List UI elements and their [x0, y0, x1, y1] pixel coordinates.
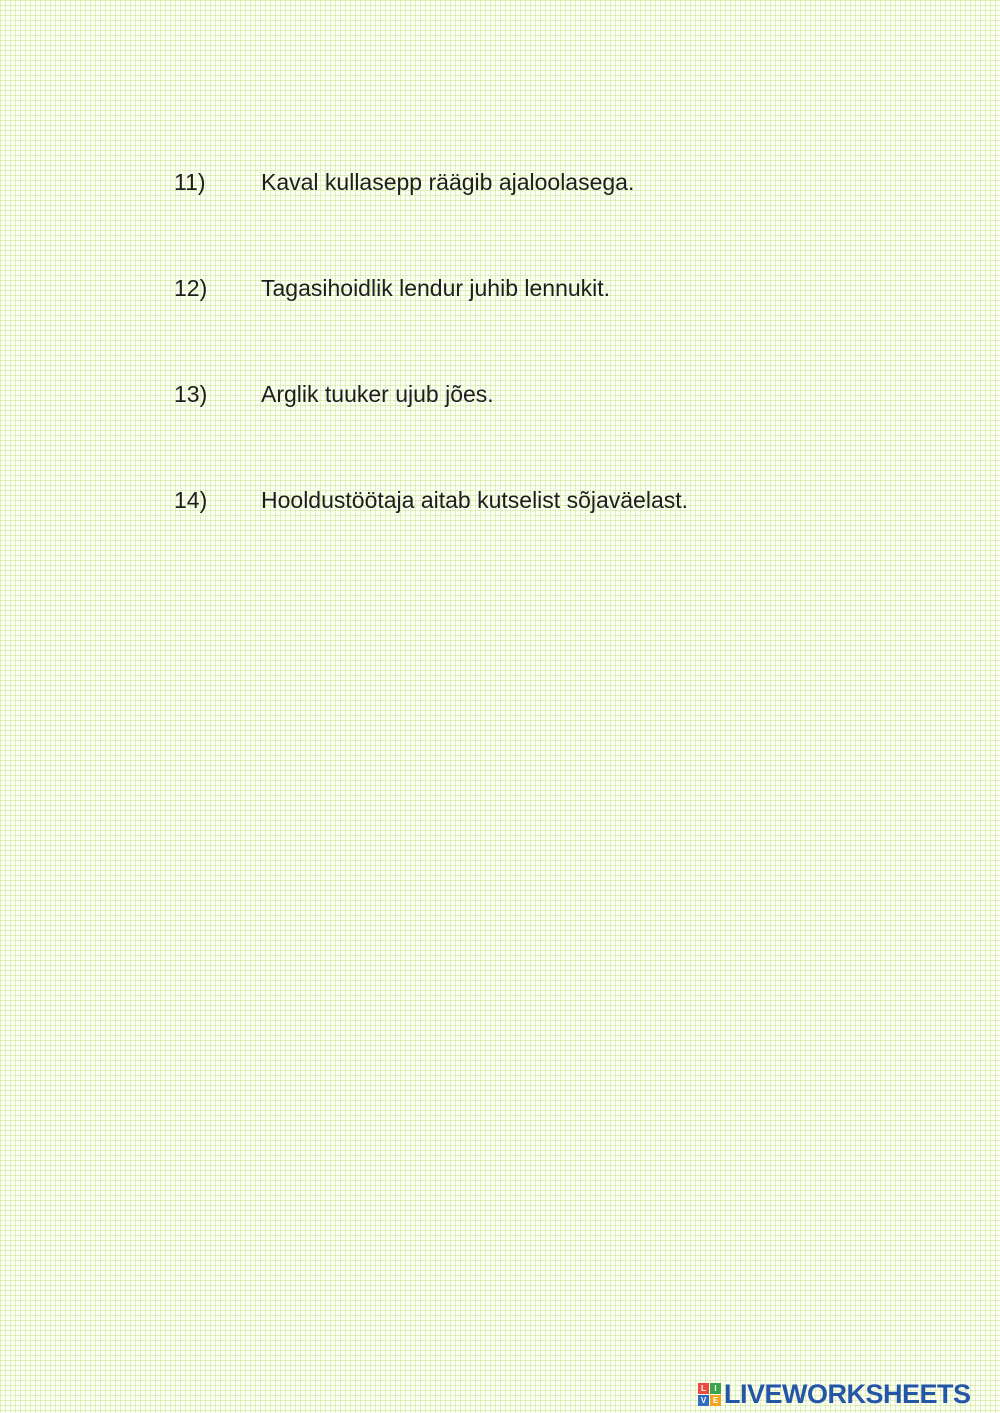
sentence-number: 13) — [174, 381, 208, 407]
logo-cell-i: I — [710, 1383, 721, 1394]
sentence-number: 11) — [174, 169, 206, 195]
sentence-number: 14) — [174, 487, 208, 513]
sentence-text: Arglik tuuker ujub jões. — [261, 381, 494, 407]
liveworksheets-branding — [698, 1378, 971, 1410]
liveworksheets-logo-text: LIVEWORKSHEETS — [724, 1378, 971, 1409]
sentence-text: Hooldustöötaja aitab kutselist sõjaväelast. — [261, 487, 689, 513]
sentence-text: Tagasihoidlik lendur juhib lennukit. — [261, 275, 611, 301]
liveworksheets-logo-icon — [698, 1383, 721, 1406]
logo-cell-l: L — [698, 1383, 709, 1394]
logo-cell-v: V — [698, 1395, 709, 1406]
sentence-number: 12) — [174, 275, 208, 301]
sentence-text: Kaval kullasepp räägib ajaloolasega. — [261, 169, 635, 195]
logo-cell-e: E — [710, 1395, 721, 1406]
